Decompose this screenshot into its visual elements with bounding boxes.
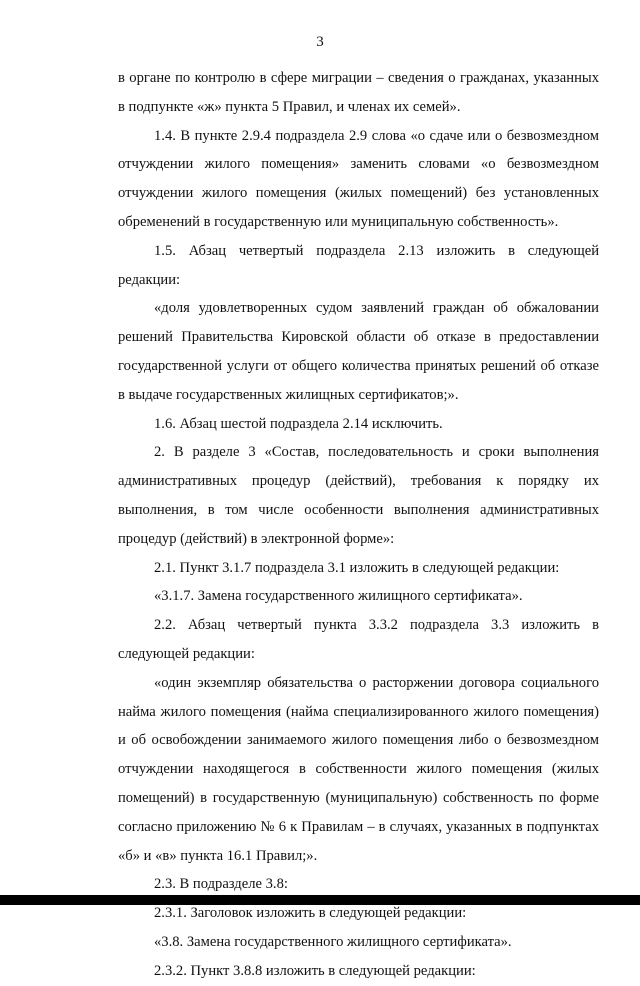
paragraph-5: 1.6. Абзац шестой подраздела 2.14 исключить. bbox=[154, 415, 443, 432]
paragraph-6: 2. В разделе 3 «Состав, последовательность и сроки выполнения административных процедур (действий), требования к порядку их выполнения, в том числе особенности выполнения административных процедур (действий) в электронной форме»: bbox=[118, 444, 599, 547]
paragraph-10: «один экземпляр обязательства о расторжении договора социального найма жилого помещения (найма специализированного жилого помещения) и об освобождении занимаемого жилого помещения либо о безвозмездном отчуждении находящегося в собственности жилого помещения (жилых помещений) в государственную (муниципальную) собственность по форме согласно приложению № 6 к Правилам – в случаях, указанных в подпунктах «б» и «в» пункта 16.1 Правил;». bbox=[118, 674, 599, 864]
paragraph-13: «3.8. Замена государственного жилищного сертификата». bbox=[154, 933, 512, 950]
paragraph-7: 2.1. Пункт 3.1.7 подраздела 3.1 изложить в следующей редакции: bbox=[154, 559, 560, 576]
paragraph-8: «3.1.7. Замена государственного жилищного сертификата». bbox=[154, 588, 523, 605]
paragraph-14: 2.3.2. Пункт 3.8.8 изложить в следующей редакции: bbox=[154, 962, 476, 979]
document-body bbox=[118, 64, 599, 986]
paragraph-4: «доля удовлетворенных судом заявлений граждан об обжаловании решений Правительства Кировской области об отказе в предоставлении государственной услуги от общего количества принятых решений об отказе в выдаче государственных жилищных сертификатов;». bbox=[118, 300, 599, 403]
scan-bottom-edge bbox=[0, 895, 640, 905]
paragraph-9: 2.2. Абзац четвертый пункта 3.3.2 подраздела 3.3 изложить в следующей редакции: bbox=[118, 617, 599, 662]
paragraph-12: 2.3.1. Заголовок изложить в следующей редакции: bbox=[154, 905, 467, 922]
paragraph-1: в органе по контролю в сфере миграции – сведения о гражданах, указанных в подпункте «ж» пункта 5 Правил, и членах их семей». bbox=[118, 70, 599, 115]
paragraph-2: 1.4. В пункте 2.9.4 подраздела 2.9 слова «о сдаче или о безвозмездном отчуждении жилого помещения» заменить словами «о безвозмездном отчуждении жилого помещения (жилых помещений) без установленных обременений в государственную или муниципальную собственность». bbox=[118, 127, 599, 230]
paragraph-11: 2.3. В подразделе 3.8: bbox=[154, 876, 288, 893]
paragraph-3: 1.5. Абзац четвертый подраздела 2.13 изложить в следующей редакции: bbox=[118, 242, 599, 288]
page-number: 3 bbox=[316, 34, 324, 50]
